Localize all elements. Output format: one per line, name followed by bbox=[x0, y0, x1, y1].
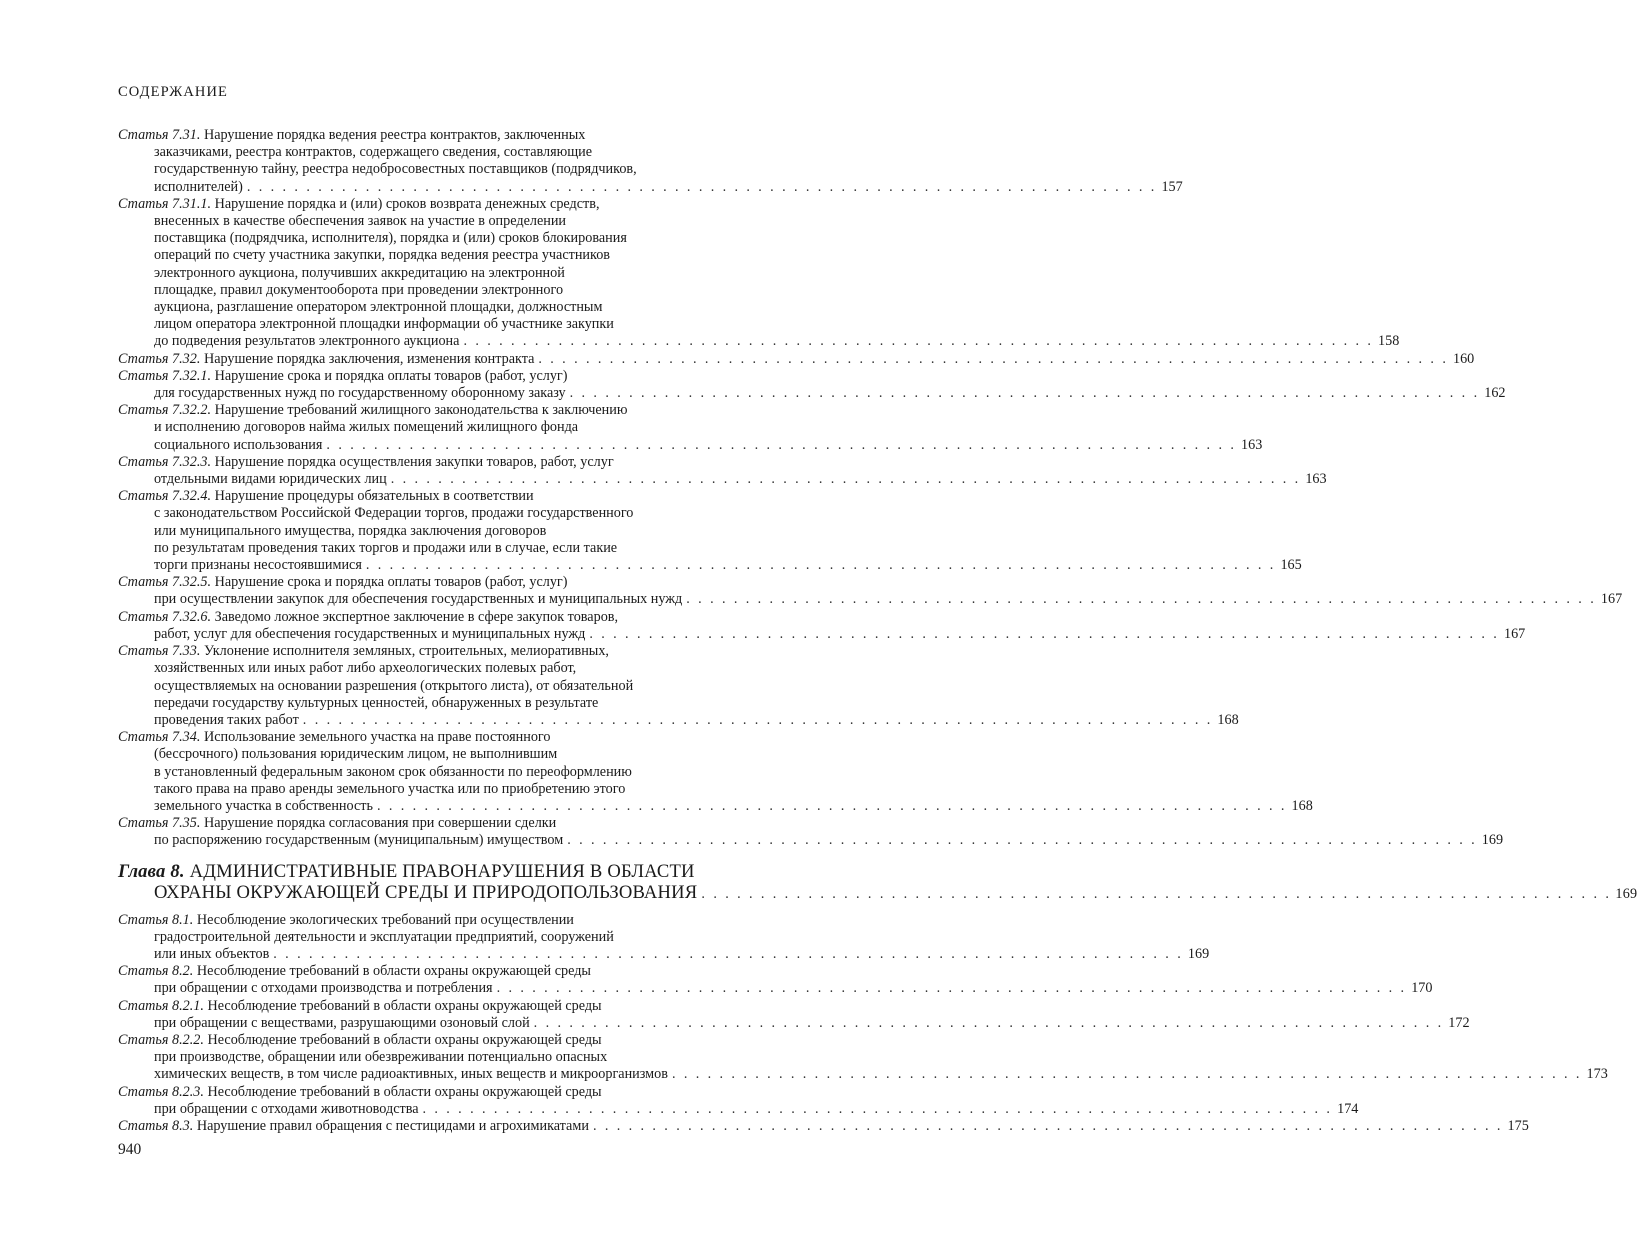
toc-line bbox=[118, 454, 768, 471]
toc-line bbox=[118, 127, 768, 144]
toc-line bbox=[118, 998, 768, 1015]
toc-line-text bbox=[154, 247, 610, 263]
entry-title-text: поставщика (подрядчика, исполнителя), порядка и (или) сроков блокирования bbox=[154, 230, 627, 247]
dot-leader: . . . . . . . . . . . . . . . . . . . . . . . . . . . . . . . . . . . . . . . . . . . . . . . . . . . . . . . . . . . . . . . . . . . . . . . . . . . . . bbox=[273, 945, 1184, 962]
dot-leader: . . . . . . . . . . . . . . . . . . . . . . . . . . . . . . . . . . . . . . . . . . . . . . . . . . . . . . . . . . . . . . . . . . . . . . . . . . . . . bbox=[567, 832, 1478, 849]
toc-line bbox=[118, 144, 768, 161]
entry-title-text: лицом оператора электронной площадки информации об участнике закупки bbox=[154, 316, 614, 333]
entry-title-text: государственную тайну, реестра недобросовестных поставщиков (подрядчиков, bbox=[154, 161, 637, 178]
toc-page-number: 168 bbox=[1217, 711, 1239, 728]
toc-line bbox=[118, 213, 768, 230]
toc-line bbox=[118, 523, 768, 540]
toc-line bbox=[118, 929, 768, 946]
toc-line bbox=[118, 591, 1623, 608]
toc-line-text bbox=[118, 196, 600, 212]
toc-line-text bbox=[154, 626, 585, 643]
toc-line-text bbox=[154, 1049, 607, 1065]
toc-line-text bbox=[154, 333, 459, 350]
toc-page-number: 160 bbox=[1452, 350, 1475, 367]
dot-leader: . . . . . . . . . . . . . . . . . . . . . . . . . . . . . . . . . . . . . . . . . . . . . . . . . . . . . . . . . . . . . . . . . . . . . . . . . . . . . bbox=[246, 178, 1157, 195]
toc-line bbox=[118, 815, 768, 832]
article-label: Статья 7.32.1. bbox=[118, 367, 212, 384]
toc-line bbox=[118, 832, 1504, 849]
article-label: Статья 7.31.1. bbox=[118, 195, 212, 212]
article-label: Статья 7.32.2. bbox=[118, 402, 212, 419]
entry-title-text: площадке, правил документооборота при проведении электронного bbox=[154, 281, 564, 298]
toc-article-entry bbox=[118, 815, 1504, 849]
entry-title-text: ОХРАНЫ ОКРУЖАЮЩЕЙ СРЕДЫ И ПРИРОДОПОЛЬЗОВАНИЯ bbox=[154, 881, 698, 903]
toc-line bbox=[118, 436, 1263, 454]
toc-line-text bbox=[118, 643, 609, 659]
entry-title-text: Нарушение правил обращения с пестицидами и агрохимикатами bbox=[196, 1117, 589, 1134]
toc-line-text bbox=[154, 695, 598, 711]
toc-line-text bbox=[118, 1118, 589, 1135]
toc-line bbox=[118, 196, 768, 213]
entry-title-text: Уклонение исполнителя земляных, строительных, мелиоративных, bbox=[203, 643, 609, 660]
entry-title-text: Несоблюдение требований в области охраны окружающей среды bbox=[207, 1083, 602, 1100]
entry-title-text: земельного участка в собственность bbox=[154, 797, 373, 814]
toc-line bbox=[118, 609, 768, 626]
toc-line-text bbox=[118, 488, 534, 504]
table-of-contents bbox=[118, 127, 1637, 1135]
entry-title-text: по распоряжению государственным (муниципальным) имуществом bbox=[154, 832, 564, 849]
toc-line-text bbox=[154, 179, 243, 196]
entry-title-text: передачи государству культурных ценностей, обнаруженных в результате bbox=[154, 694, 599, 711]
entry-title-text: хозяйственных или иных работ либо археологических полевых работ, bbox=[154, 660, 577, 677]
toc-line-text bbox=[118, 127, 585, 143]
dot-leader: . . . . . . . . . . . . . . . . . . . . . . . . . . . . . . . . . . . . . . . . . . . . . . . . . . . . . . . . . . . . . . . . . . . . . . . . . . . . . bbox=[496, 980, 1407, 997]
dot-leader: . . . . . . . . . . . . . . . . . . . . . . . . . . . . . . . . . . . . . . . . . . . . . . . . . . . . . . . . . . . . . . . . . . . . . . . . . . . . . bbox=[365, 557, 1276, 574]
toc-line-text bbox=[118, 861, 695, 882]
toc-line bbox=[118, 746, 768, 763]
toc-line bbox=[118, 178, 1183, 196]
toc-article-entry bbox=[118, 729, 1313, 815]
toc-line-text bbox=[118, 963, 591, 979]
toc-page-number: 170 bbox=[1411, 980, 1433, 997]
toc-line-text bbox=[118, 815, 556, 831]
toc-line-text bbox=[154, 929, 614, 945]
toc-article-entry bbox=[118, 1031, 1608, 1084]
entry-title-text: и исполнению договоров найма жилых помещений жилищного фонда bbox=[154, 419, 579, 436]
entry-title-text: внесенных в качестве обеспечения заявок на участие в определении bbox=[154, 213, 567, 230]
entry-title-text: Заведомо ложное экспертное заключение в сфере закупок товаров, bbox=[214, 608, 619, 625]
toc-line-text bbox=[118, 1032, 602, 1048]
article-label: Статья 7.34. bbox=[118, 729, 201, 746]
toc-page-number: 162 bbox=[1484, 385, 1506, 402]
toc-line bbox=[118, 488, 768, 505]
toc-page-number: 165 bbox=[1280, 557, 1302, 574]
article-label: Статья 7.32.4. bbox=[118, 488, 212, 505]
toc-article-entry bbox=[118, 911, 1210, 964]
toc-line bbox=[118, 1100, 1359, 1118]
entry-title-text: при обращении с веществами, разрушающими озоновый слой bbox=[154, 1014, 530, 1031]
entry-title-text: при обращении с отходами животноводства bbox=[154, 1100, 419, 1117]
entry-title-text: Несоблюдение требований в области охраны окружающей среды bbox=[196, 963, 591, 980]
article-label: Статья 8.2.3. bbox=[118, 1083, 204, 1100]
entry-title-text: Несоблюдение требований в области охраны окружающей среды bbox=[207, 1031, 602, 1048]
toc-line-text bbox=[154, 385, 566, 402]
toc-line-text bbox=[154, 798, 373, 815]
entry-title-text: с законодательством Российской Федерации торгов, продажи государственного bbox=[154, 505, 634, 522]
article-label: Статья 7.31. bbox=[118, 127, 201, 143]
toc-line bbox=[118, 1032, 768, 1049]
article-label: Статья 8.3. bbox=[118, 1117, 194, 1134]
entry-title-text: Нарушение порядка и (или) сроков возврата денежных средств, bbox=[214, 195, 600, 212]
entry-title-text: до подведения результатов электронного аукциона bbox=[154, 333, 460, 350]
toc-line-text bbox=[154, 282, 563, 298]
toc-page-number: 163 bbox=[1241, 436, 1263, 453]
toc-page-number: 169 bbox=[1615, 885, 1637, 902]
toc-line-text bbox=[154, 660, 576, 676]
toc-page-number: 158 bbox=[1378, 333, 1400, 350]
toc-line bbox=[118, 797, 1313, 815]
toc-page-number: 174 bbox=[1337, 1100, 1359, 1117]
toc-chapter-entry bbox=[118, 860, 1637, 905]
entry-title-text: Нарушение срока и порядка оплаты товаров (работ, услуг) bbox=[214, 574, 568, 591]
dot-leader: . . . . . . . . . . . . . . . . . . . . . . . . . . . . . . . . . . . . . . . . . . . . . . . . . . . . . . . . . . . . . . . . . . . . . . . . . . . . . bbox=[589, 625, 1500, 642]
toc-line-text bbox=[118, 402, 627, 418]
toc-line-text bbox=[154, 591, 682, 608]
toc-line-text bbox=[118, 574, 567, 590]
entry-title-text: проведения таких работ bbox=[154, 711, 299, 728]
toc-line-text bbox=[154, 1015, 530, 1032]
toc-line bbox=[118, 540, 768, 557]
toc-article-entry bbox=[118, 488, 1302, 574]
article-label: Статья 7.32.5. bbox=[118, 574, 212, 591]
toc-line bbox=[118, 402, 768, 419]
toc-line bbox=[118, 660, 768, 677]
toc-line bbox=[118, 368, 768, 385]
toc-line-text bbox=[118, 609, 618, 625]
toc-line-text bbox=[154, 213, 566, 229]
entry-title-text: в установленный федеральным законом срок обязанности по переоформлению bbox=[154, 763, 632, 780]
toc-line-text bbox=[154, 946, 269, 963]
toc-line bbox=[118, 282, 768, 299]
toc-line-text bbox=[154, 764, 632, 780]
entry-title-text: для государственных нужд по государственному оборонному заказу bbox=[154, 385, 566, 402]
entry-title-text: заказчиками, реестра контрактов, содержащего сведения, составляющие bbox=[154, 144, 593, 161]
entry-title-text: градостроительной деятельности и эксплуатации предприятий, сооружений bbox=[154, 928, 614, 945]
entry-title-text: осуществляемых на основании разрешения (открытого листа), от обязательной bbox=[154, 677, 634, 694]
toc-line-text bbox=[154, 678, 633, 694]
toc-line bbox=[118, 881, 1637, 905]
entry-title-text: Нарушение порядка осуществления закупки товаров, работ, услуг bbox=[214, 453, 614, 470]
toc-line bbox=[118, 419, 768, 436]
toc-line-text bbox=[118, 998, 602, 1014]
toc-line bbox=[118, 1066, 1608, 1083]
toc-page-number: 172 bbox=[1448, 1014, 1470, 1031]
entry-title-text: электронного аукциона, получивших аккредитацию на электронной bbox=[154, 264, 565, 281]
toc-article-entry bbox=[118, 997, 1470, 1032]
toc-line-text bbox=[118, 912, 574, 928]
entry-title-text: Нарушение порядка заключения, изменения контракта bbox=[203, 350, 535, 367]
entry-title-text: Нарушение требований жилищного законодательства к заключению bbox=[214, 402, 628, 419]
entry-title-text: или иных объектов bbox=[154, 945, 270, 962]
toc-article-entry bbox=[118, 453, 1327, 488]
dot-leader: . . . . . . . . . . . . . . . . . . . . . . . . . . . . . . . . . . . . . . . . . . . . . . . . . . . . . . . . . . . . . . . . . . . . . . . . . . . . . bbox=[376, 797, 1287, 814]
toc-page-number: 167 bbox=[1503, 625, 1526, 642]
toc-line bbox=[118, 764, 768, 781]
dot-leader: . . . . . . . . . . . . . . . . . . . . . . . . . . . . . . . . . . . . . . . . . . . . . . . . . . . . . . . . . . . . . . . . . . . . . . . . . . . . . bbox=[302, 711, 1213, 728]
toc-line-text bbox=[154, 832, 563, 849]
toc-line-text bbox=[154, 299, 602, 315]
toc-line bbox=[118, 1014, 1470, 1032]
dot-leader: . . . . . . . . . . . . . . . . . . . . . . . . . . . . . . . . . . . . . . . . . . . . . . . . . . . . . . . . . . . . . . . . . . . . . . . . . . . . . bbox=[533, 1014, 1444, 1031]
entry-title-text: Использование земельного участка на праве постоянного bbox=[203, 729, 551, 746]
toc-line-text bbox=[154, 265, 565, 281]
page-number: 940 bbox=[118, 1141, 142, 1158]
toc-line-text bbox=[154, 437, 322, 454]
entry-title-text: торги признаны несостоявшимися bbox=[154, 557, 362, 574]
toc-line bbox=[118, 729, 768, 746]
article-label: Статья 8.1. bbox=[118, 911, 194, 928]
toc-line-text bbox=[154, 523, 546, 539]
entry-title-text: или муниципального имущества, порядка заключения договоров bbox=[154, 522, 547, 539]
toc-line-text bbox=[118, 1084, 602, 1100]
toc-line bbox=[118, 230, 768, 247]
dot-leader: . . . . . . . . . . . . . . . . . . . . . . . . . . . . . . . . . . . . . . . . . . . . . . . . . . . . . . . . . . . . . . . . . . . . . . . . . . . . . bbox=[592, 1117, 1503, 1134]
article-label: Статья 7.32.3. bbox=[118, 453, 212, 470]
toc-line bbox=[118, 299, 768, 316]
toc-line-text bbox=[154, 1101, 419, 1118]
toc-line-text bbox=[154, 230, 627, 246]
article-label: Статья 7.32. bbox=[118, 350, 201, 367]
entry-title-text: при производстве, обращении или обезвреживании потенциально опасных bbox=[154, 1049, 608, 1066]
toc-page-number: 168 bbox=[1291, 797, 1313, 814]
toc-article-entry bbox=[118, 127, 1183, 196]
toc-line bbox=[118, 247, 768, 264]
toc-line bbox=[118, 574, 768, 591]
toc-line-text bbox=[118, 368, 567, 384]
toc-page-number: 175 bbox=[1507, 1117, 1529, 1134]
entry-title-text: Нарушение порядка ведения реестра контрактов, заключенных bbox=[203, 127, 586, 143]
entry-title-text: (бессрочного) пользования юридическим лицом, не выполнившим bbox=[154, 746, 558, 763]
entry-title-text: Нарушение срока и порядка оплаты товаров (работ, услуг) bbox=[214, 367, 568, 384]
entry-title-text: аукциона, разглашение оператором электронной площадки, должностным bbox=[154, 299, 603, 316]
toc-line bbox=[118, 643, 768, 660]
toc-line-text bbox=[118, 351, 534, 368]
toc-line bbox=[118, 333, 1400, 350]
toc-line bbox=[118, 625, 1526, 643]
toc-line-text bbox=[154, 781, 625, 797]
toc-line-text bbox=[154, 316, 614, 332]
entry-title-text: Нарушение порядка согласования при совершении сделки bbox=[203, 815, 557, 832]
toc-line bbox=[118, 912, 768, 929]
dot-leader: . . . . . . . . . . . . . . . . . . . . . . . . . . . . . . . . . . . . . . . . . . . . . . . . . . . . . . . . . . . . . . . . . . . . . . . . . . . . . bbox=[538, 350, 1449, 367]
toc-line bbox=[118, 781, 768, 798]
entry-title-text: АДМИНИСТРАТИВНЫЕ ПРАВОНАРУШЕНИЯ В ОБЛАСТИ bbox=[189, 860, 695, 882]
entry-title-text: исполнителей) bbox=[154, 178, 243, 195]
toc-line bbox=[118, 471, 1327, 488]
dot-leader: . . . . . . . . . . . . . . . . . . . . . . . . . . . . . . . . . . . . . . . . . . . . . . . . . . . . . . . . . . . . . . . . . . . . . . . . . . . . . bbox=[701, 885, 1612, 902]
toc-article-entry bbox=[118, 367, 1506, 402]
toc-line-text bbox=[118, 454, 614, 470]
toc-article-entry bbox=[118, 608, 1526, 643]
toc-line bbox=[118, 161, 768, 178]
toc-article-entry bbox=[118, 350, 1475, 368]
toc-line-text bbox=[154, 540, 617, 556]
entry-title-text: при осуществлении закупок для обеспечения государственных и муниципальных нужд bbox=[154, 591, 683, 608]
dot-leader: . . . . . . . . . . . . . . . . . . . . . . . . . . . . . . . . . . . . . . . . . . . . . . . . . . . . . . . . . . . . . . . . . . . . . . . . . . . . . bbox=[686, 591, 1597, 608]
article-label: Статья 8.2. bbox=[118, 963, 194, 980]
article-label: Статья 7.35. bbox=[118, 815, 201, 832]
dot-leader: . . . . . . . . . . . . . . . . . . . . . . . . . . . . . . . . . . . . . . . . . . . . . . . . . . . . . . . . . . . . . . . . . . . . . . . . . . . . . bbox=[671, 1066, 1582, 1083]
chapter-label: Глава 8. bbox=[118, 860, 185, 882]
toc-line-text bbox=[154, 882, 697, 903]
article-label: Статья 8.2.2. bbox=[118, 1031, 204, 1048]
dot-leader: . . . . . . . . . . . . . . . . . . . . . . . . . . . . . . . . . . . . . . . . . . . . . . . . . . . . . . . . . . . . . . . . . . . . . . . . . . . . . bbox=[463, 333, 1374, 350]
toc-line bbox=[118, 265, 768, 282]
toc-article-entry bbox=[118, 402, 1263, 454]
toc-line-text bbox=[154, 144, 592, 160]
article-label: Статья 7.32.6. bbox=[118, 608, 212, 625]
toc-line-text bbox=[154, 471, 387, 488]
entry-title-text: Несоблюдение экологических требований при осуществлении bbox=[196, 911, 574, 928]
running-header: СОДЕРЖАНИЕ bbox=[118, 84, 228, 100]
toc-page-number: 167 bbox=[1600, 591, 1623, 608]
toc-line-text bbox=[154, 1066, 668, 1083]
toc-page-number: 173 bbox=[1586, 1066, 1608, 1083]
entry-title-text: отдельными видами юридических лиц bbox=[154, 471, 387, 488]
toc-line-text bbox=[154, 419, 578, 435]
toc-page-number: 169 bbox=[1187, 945, 1210, 962]
toc-page-number: 163 bbox=[1305, 471, 1327, 488]
toc-article-entry bbox=[118, 195, 1400, 351]
entry-title-text: при обращении с отходами производства и потребления bbox=[154, 980, 493, 997]
entry-title-text: операций по счету участника закупки, порядка ведения реестра участников bbox=[154, 247, 610, 264]
toc-line-text bbox=[154, 746, 557, 762]
toc-line bbox=[118, 945, 1210, 963]
entry-title-text: по результатам проведения таких торгов и продажи или в случае, если такие bbox=[154, 539, 618, 556]
dot-leader: . . . . . . . . . . . . . . . . . . . . . . . . . . . . . . . . . . . . . . . . . . . . . . . . . . . . . . . . . . . . . . . . . . . . . . . . . . . . . bbox=[326, 436, 1237, 453]
toc-line-text bbox=[154, 557, 362, 574]
entry-title-text: химических веществ, в том числе радиоактивных, иных веществ и микроорганизмов bbox=[154, 1066, 668, 1083]
article-label: Статья 8.2.1. bbox=[118, 997, 204, 1014]
toc-line bbox=[118, 711, 1239, 729]
toc-article-entry bbox=[118, 574, 1623, 608]
toc-line bbox=[118, 557, 1302, 574]
dot-leader: . . . . . . . . . . . . . . . . . . . . . . . . . . . . . . . . . . . . . . . . . . . . . . . . . . . . . . . . . . . . . . . . . . . . . . . . . . . . . bbox=[422, 1100, 1333, 1117]
toc-page-number: 157 bbox=[1161, 178, 1183, 195]
entry-title-text: работ, услуг для обеспечения государственных и муниципальных нужд bbox=[154, 625, 586, 642]
toc-line-text bbox=[154, 980, 493, 997]
toc-line bbox=[118, 1117, 1529, 1135]
toc-line bbox=[118, 861, 768, 882]
dot-leader: . . . . . . . . . . . . . . . . . . . . . . . . . . . . . . . . . . . . . . . . . . . . . . . . . . . . . . . . . . . . . . . . . . . . . . . . . . . . . bbox=[569, 385, 1480, 402]
toc-article-entry bbox=[118, 643, 1239, 729]
toc-line bbox=[118, 505, 768, 522]
toc-line bbox=[118, 963, 768, 980]
toc-line bbox=[118, 350, 1475, 368]
toc-line-text bbox=[154, 505, 633, 521]
toc-article-entry bbox=[118, 1117, 1529, 1135]
toc-line bbox=[118, 678, 768, 695]
toc-line bbox=[118, 316, 768, 333]
toc-line bbox=[118, 1049, 768, 1066]
entry-title-text: социального использования bbox=[154, 436, 323, 453]
toc-line-text bbox=[118, 729, 550, 745]
toc-article-entry bbox=[118, 963, 1433, 997]
toc-line bbox=[118, 695, 768, 712]
toc-article-entry bbox=[118, 1083, 1359, 1118]
toc-line bbox=[118, 1084, 768, 1101]
entry-title-text: Нарушение процедуры обязательных в соответствии bbox=[214, 488, 534, 505]
entry-title-text: такого права на право аренды земельного участка или по приобретению этого bbox=[154, 780, 626, 797]
dot-leader: . . . . . . . . . . . . . . . . . . . . . . . . . . . . . . . . . . . . . . . . . . . . . . . . . . . . . . . . . . . . . . . . . . . . . . . . . . . . . bbox=[390, 471, 1301, 488]
toc-line bbox=[118, 385, 1506, 402]
toc-line-text bbox=[154, 712, 299, 729]
article-label: Статья 7.33. bbox=[118, 643, 201, 660]
toc-line bbox=[118, 980, 1433, 997]
toc-line-text bbox=[154, 161, 637, 177]
toc-page-number: 169 bbox=[1481, 832, 1504, 849]
entry-title-text: Несоблюдение требований в области охраны окружающей среды bbox=[207, 997, 602, 1014]
